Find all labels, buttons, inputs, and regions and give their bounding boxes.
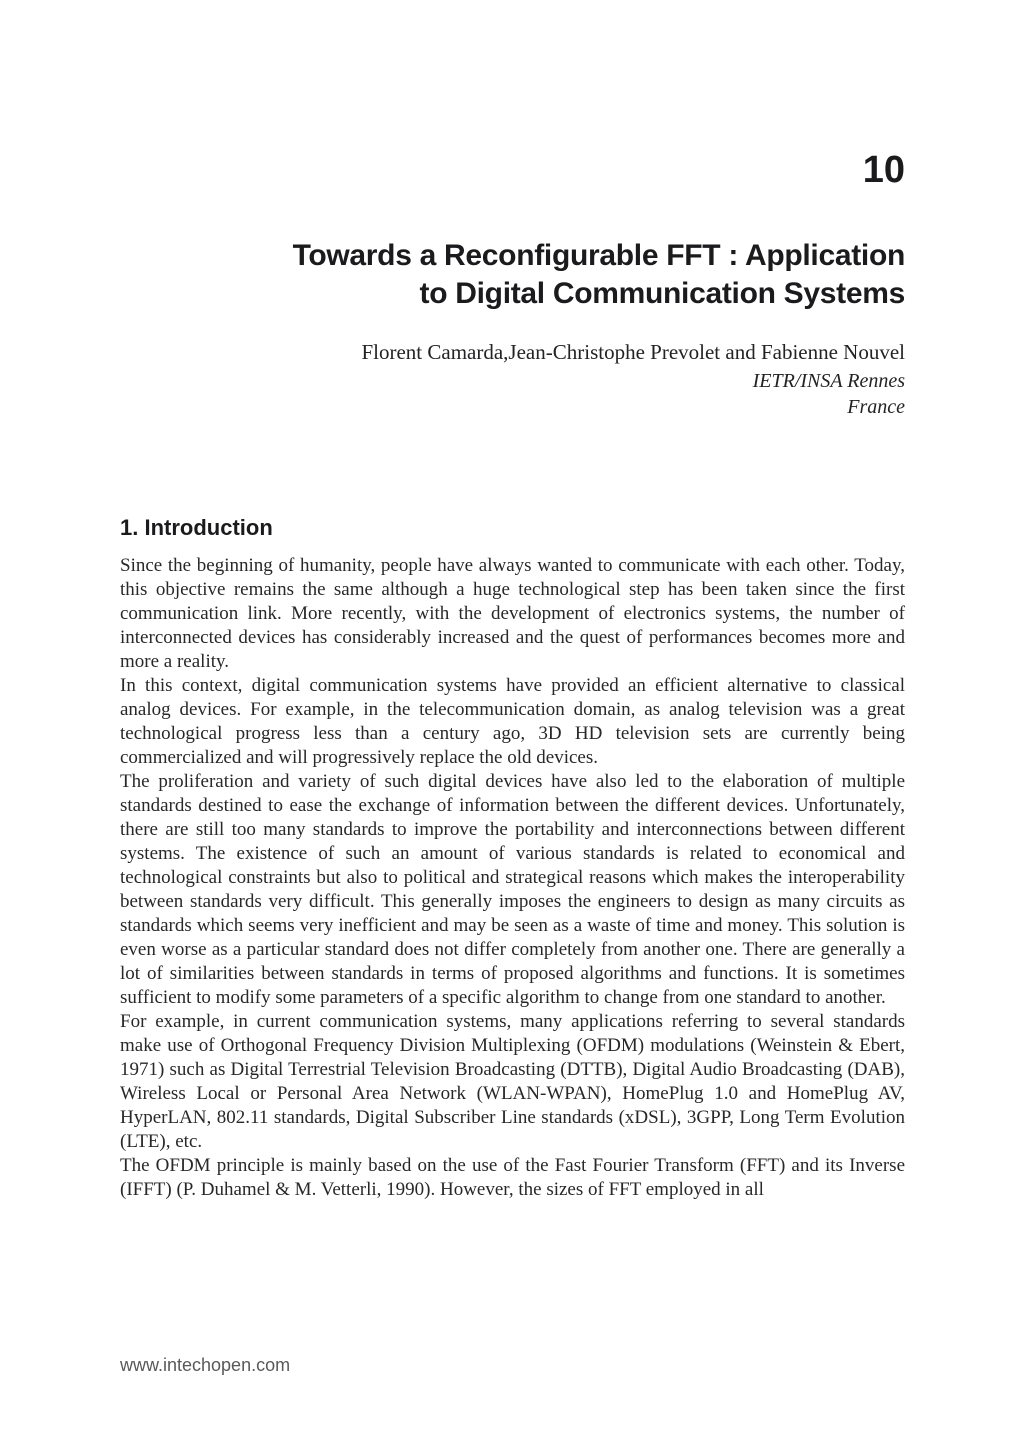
section-heading-introduction: 1. Introduction [120,515,273,540]
introduction-section [120,515,905,1202]
paragraph: For example, in current communication systems, many applications referring to several standards make use of Orthogonal Frequency Division Multiplexing (OFDM) modulations (Weinstein & Ebert, 1971) such as Digital Terrestrial Television Broadcasting (DTTB), Digital Audio Broadcasting (DAB), Wireless Local or Personal Area Network (WLAN-WPAN), HomePlug 1.0 and HomePlug AV, HyperLAN, 802.11 standards, Digital Subscriber Line standards (xDSL), 3GPP, Long Term Evolution (LTE), etc. [120,1011,905,1152]
publisher-url: www.intechopen.com [120,1355,291,1375]
chapter-title-line-2: to Digital Communication Systems [419,277,905,310]
paragraph: The OFDM principle is mainly based on the use of the Fast Fourier Transform (FFT) and its Inverse (IFFT) (P. Duhamel & M. Vetterli, 1990). However, the sizes of FFT employed in all [120,1155,905,1200]
introduction-body [120,554,905,1202]
chapter-number: 10 [862,149,905,191]
paragraph: Since the beginning of humanity, people have always wanted to communicate with each other. Today, this objective remains the same although a huge technological step has been taken since the first communication link. More recently, with the development of electronics systems, the number of interconnected devices has considerably increased and the quest of performances becomes more and more a reality. [120,555,905,672]
chapter-title [120,237,905,313]
paragraph: In this context, digital communication systems have provided an efficient alternative to classical analog devices. For example, in the telecommunication domain, as analog television was a great technological progress less than a century ago, 3D HD television sets are currently being commercialized and will progressively replace the old devices. [120,675,905,768]
paragraph: The proliferation and variety of such digital devices have also led to the elaboration of multiple standards destined to ease the exchange of information between the different devices. Unfortunately, there are still too many standards to improve the portability and interconnections between different systems. The existence of such an amount of various standards is related to economical and technological constraints but also to political and strategical reasons which makes the interoperability between standards very difficult. This generally imposes the engineers to design as many circuits as standards which seems very inefficient and may be seen as a waste of time and money. This solution is even worse as a particular standard does not differ completely from another one. There are generally a lot of similarities between standards in terms of proposed algorithms and functions. It is sometimes sufficient to modify some parameters of a specific algorithm to change from one standard to another. [120,771,905,1008]
chapter-title-line-1: Towards a Reconfigurable FFT : Application [292,239,905,272]
country-line: France [847,396,905,418]
authors-line: Florent Camarda,Jean-Christophe Prevolet and Fabienne Nouvel [361,340,905,364]
affiliation-line: IETR/INSA Rennes [752,370,905,392]
